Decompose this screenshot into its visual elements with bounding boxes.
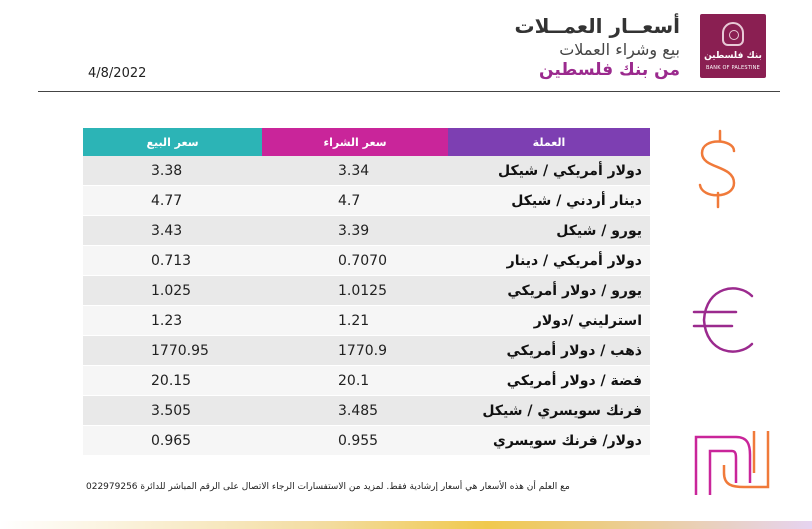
column-header-sell: سعر البيع xyxy=(83,128,262,156)
sell-rate: 1770.95 xyxy=(83,336,262,366)
table-row xyxy=(83,246,650,276)
shekel-icon xyxy=(688,425,778,495)
currency-pair: فضة / دولار أمريكي xyxy=(448,366,650,396)
sell-rate: 0.965 xyxy=(83,426,262,456)
sell-rate: 4.77 xyxy=(83,186,262,216)
sell-rate: 3.505 xyxy=(83,396,262,426)
buy-rate: 3.485 xyxy=(262,396,448,426)
rates-date: 4/8/2022 xyxy=(88,66,147,81)
footer-disclaimer: مع العلم أن هذه الأسعار هي أسعار إرشادية فقط. لمزيد من الاستفسارات الرجاء الاتصال على الرقم المباشر للدائرة xyxy=(140,482,570,492)
footer-note xyxy=(86,482,616,492)
buy-rate: 0.955 xyxy=(262,426,448,456)
buy-rate: 1770.9 xyxy=(262,336,448,366)
table-row xyxy=(83,186,650,216)
currency-pair: دولار أمريكي / دينار xyxy=(448,246,650,276)
buy-rate: 1.21 xyxy=(262,306,448,336)
logo-arabic-name: بنك فلسطين xyxy=(704,51,762,61)
column-header-buy: سعر الشراء xyxy=(262,128,448,156)
table-row xyxy=(83,306,650,336)
column-header-currency: العملة xyxy=(448,128,650,156)
currency-pair: دينار أردني / شيكل xyxy=(448,186,650,216)
table-row xyxy=(83,216,650,246)
bottom-gradient-bar xyxy=(0,521,812,529)
sell-rate: 0.713 xyxy=(83,246,262,276)
header-divider xyxy=(38,91,780,92)
buy-rate: 3.39 xyxy=(262,216,448,246)
table-row xyxy=(83,156,650,186)
table-row xyxy=(83,336,650,366)
euro-icon xyxy=(690,282,762,358)
buy-rate: 0.7070 xyxy=(262,246,448,276)
dollar-icon xyxy=(690,125,746,213)
table-header-row xyxy=(83,128,650,156)
sell-rate: 20.15 xyxy=(83,366,262,396)
page-subtitle: بيع وشراء العملات xyxy=(559,40,680,59)
footer-phone: 022979256 xyxy=(86,482,138,492)
sell-rate: 3.43 xyxy=(83,216,262,246)
table-row xyxy=(83,366,650,396)
table-row xyxy=(83,426,650,456)
currency-pair: فرنك سويسري / شيكل xyxy=(448,396,650,426)
currency-pair: دولار أمريكي / شيكل xyxy=(448,156,650,186)
sell-rate: 1.23 xyxy=(83,306,262,336)
currency-pair: يورو / شيكل xyxy=(448,216,650,246)
logo-english-name: BANK OF PALESTINE xyxy=(706,65,760,71)
buy-rate: 4.7 xyxy=(262,186,448,216)
currency-pair: دولار/ فرنك سويسري xyxy=(448,426,650,456)
page-title: أسعــار العمــلات xyxy=(514,14,680,38)
currency-pair: استرليني /دولار xyxy=(448,306,650,336)
currency-pair: يورو / دولار أمريكي xyxy=(448,276,650,306)
buy-rate: 1.0125 xyxy=(262,276,448,306)
currency-pair: ذهب / دولار أمريكي xyxy=(448,336,650,366)
table-row xyxy=(83,396,650,426)
bank-line: من بنك فلسطين xyxy=(539,60,680,80)
buy-rate: 20.1 xyxy=(262,366,448,396)
currency-rates-table xyxy=(83,128,650,456)
buy-rate: 3.34 xyxy=(262,156,448,186)
bank-seal-icon xyxy=(722,22,744,46)
sell-rate: 3.38 xyxy=(83,156,262,186)
sell-rate: 1.025 xyxy=(83,276,262,306)
bank-logo xyxy=(700,14,766,78)
table-row xyxy=(83,276,650,306)
